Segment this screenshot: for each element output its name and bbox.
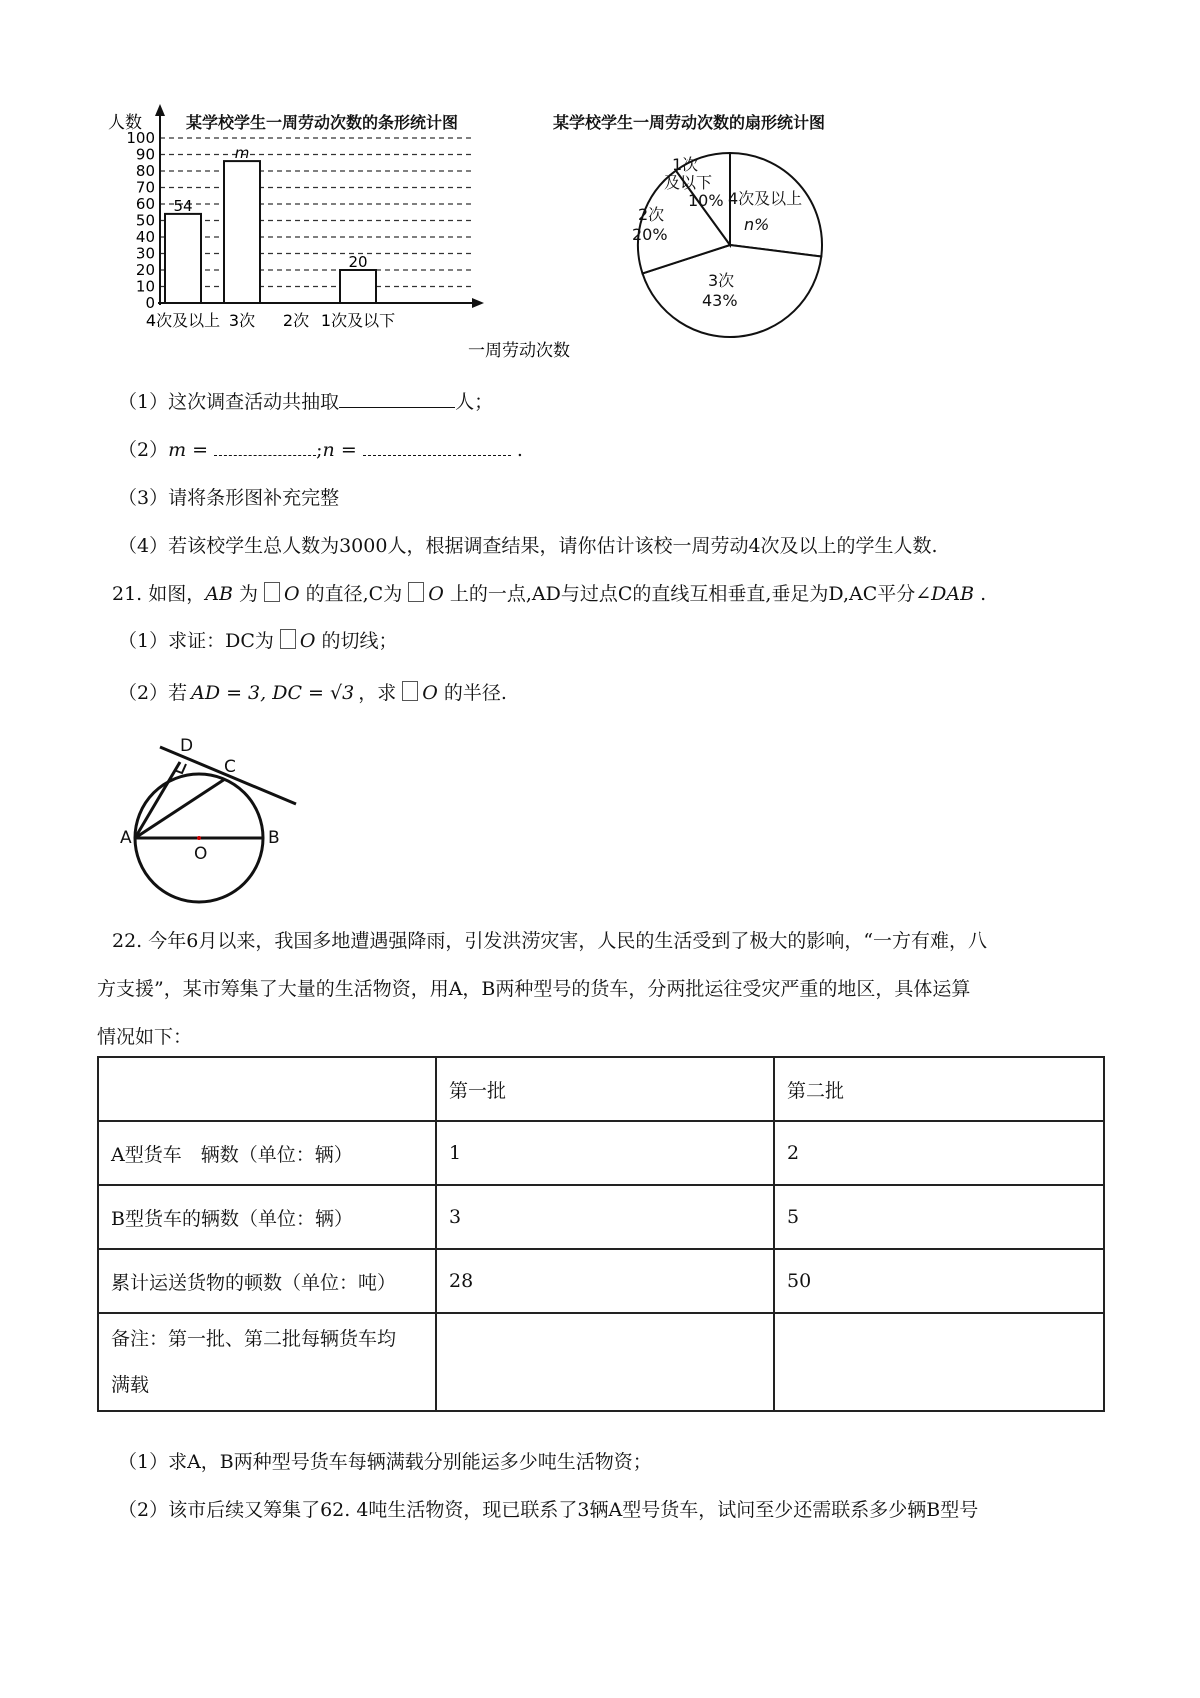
table-cell	[436, 1313, 774, 1411]
q21-part1-text: （1）求证：DC为	[118, 630, 274, 652]
q21-stem-text: 的直径,C为	[299, 583, 403, 605]
bar	[224, 161, 260, 303]
q21-part1	[118, 628, 398, 654]
q21-part2-text: （2）若	[118, 682, 188, 704]
table-cell: B型货车的辆数（单位：辆）	[98, 1185, 436, 1249]
bar-chart	[100, 100, 590, 370]
bar-y-axis-label: 人数	[108, 113, 142, 133]
equals: =	[186, 439, 215, 461]
q20-part3: （3）请将条形图补充完整	[118, 487, 340, 509]
y-axis-arrow-icon	[155, 104, 165, 116]
var-m: m	[168, 439, 187, 461]
pie-label-3-pct: 43%	[702, 291, 738, 310]
label-b: B	[268, 828, 280, 848]
separator: ;	[316, 439, 323, 461]
q20-part1-text: （1）这次调查活动共抽取	[118, 391, 340, 413]
bar	[340, 270, 376, 303]
segment-ad	[135, 762, 180, 838]
x-category-label: 1次及以下	[320, 311, 396, 330]
bar-x-axis-label: 一周劳动次数	[468, 341, 570, 361]
pie-chart-title: 某学校学生一周劳动次数的扇形统计图	[553, 113, 826, 132]
q22-part2: （2）该市后续又筹集了62. 4吨生活物资，现已联系了3辆A型号货车，试问至少还需联系多少辆B型号	[118, 1499, 979, 1521]
table-cell	[98, 1057, 436, 1121]
answer-blank[interactable]	[339, 389, 455, 408]
table-cell: 2	[774, 1121, 1104, 1185]
pie-label-1-count: 1次	[672, 155, 699, 174]
y-tick-label: 0	[145, 294, 155, 312]
circle-symbol-icon	[264, 582, 280, 602]
y-tick-label: 40	[135, 228, 155, 246]
y-tick-label: 30	[135, 244, 155, 263]
y-tick-label: 10	[135, 277, 155, 296]
bar-value-label: 20	[348, 253, 368, 271]
q21-stem-text: 21. 如图，	[112, 583, 206, 605]
x-category-label: 4次及以上	[145, 311, 221, 330]
table-cell: A型货车 辆数（单位：辆）	[98, 1121, 436, 1185]
table-cell: 累计运送货物的顿数（单位：吨）	[98, 1249, 436, 1313]
q20-part1-unit: 人；	[455, 391, 494, 413]
q21-part2-text: 的半径.	[437, 682, 507, 704]
table-header-cell: 第二批	[774, 1057, 1104, 1121]
q20-part1	[118, 389, 493, 415]
q20-part4: （4）若该校学生总人数为3000人，根据调查结果，请你估计该校一周劳动4次及以上的学生人数.	[118, 535, 938, 557]
segment-ab: AB	[205, 583, 233, 605]
circle-symbol-icon	[408, 582, 424, 602]
answer-blank[interactable]	[363, 437, 511, 456]
table-note-cell	[98, 1313, 436, 1411]
table-row	[98, 1185, 1104, 1249]
point-o: O	[428, 583, 444, 605]
q21-stem-text: 上的一点,AD与过点C的直线互相垂直,垂足为D,AC平分	[443, 583, 916, 605]
note-line1: 备注：第一批、第二批每辆货车均	[111, 1328, 397, 1350]
given-formula: AD = 3, DC = √3	[191, 682, 355, 704]
bar	[165, 214, 201, 303]
q20-part2	[118, 437, 523, 463]
pie-label-1-cond: 及以下	[664, 173, 713, 192]
y-tick-label: 20	[135, 261, 155, 279]
y-tick-label: 60	[135, 195, 155, 213]
table-row	[98, 1249, 1104, 1313]
q20-part2-number: （2）	[118, 439, 169, 461]
point-o: O	[284, 583, 300, 605]
pie-label-4-pct: n%	[744, 215, 770, 234]
q21-circle-figure	[118, 735, 308, 910]
q21-stem-text: 为	[232, 583, 258, 605]
pie-label-1-pct: 10%	[688, 191, 724, 210]
table-row	[98, 1121, 1104, 1185]
period: .	[974, 583, 987, 605]
q22-stem-line1: 22. 今年6月以来，我国多地遭遇强降雨，引发洪涝灾害，人民的生活受到了极大的影响，“一方有难，八	[112, 930, 988, 952]
equals: =	[334, 439, 363, 461]
label-c: C	[224, 757, 236, 777]
pie-chart	[600, 130, 860, 360]
q22-stem-line2: 方支援”，某市筹集了大量的生活物资，用A，B两种型号的货车，分两批运往受灾严重的地区，具体运算	[97, 978, 971, 1000]
segment-ac	[135, 779, 225, 838]
q21-part2	[118, 680, 507, 706]
point-o: O	[422, 682, 438, 704]
bar-value-label: m	[234, 144, 250, 163]
q22-part1: （1）求A，B两种型号货车每辆满载分别能运多少吨生活物资；	[118, 1451, 652, 1473]
period: .	[510, 439, 523, 461]
label-o: O	[194, 844, 208, 864]
table-cell: 1	[436, 1121, 774, 1185]
point-o: O	[299, 630, 316, 652]
table-cell: 28	[436, 1249, 774, 1313]
y-tick-label: 80	[135, 162, 155, 180]
angle-dab: ∠DAB	[915, 583, 975, 605]
circle-symbol-icon	[280, 629, 296, 649]
x-category-label: 3次	[228, 311, 256, 330]
pie-label-2-pct: 20%	[632, 225, 668, 244]
pie-label-3-count: 3次	[708, 271, 735, 290]
table-row	[98, 1313, 1104, 1411]
table-cell	[774, 1313, 1104, 1411]
table-header-row	[98, 1057, 1104, 1121]
pie-label-4-count: 4次及以上	[728, 189, 803, 208]
q21-stem	[112, 581, 986, 607]
bar-value-label: 54	[173, 196, 193, 215]
y-tick-label: 50	[135, 211, 155, 230]
table-header-cell: 第一批	[436, 1057, 774, 1121]
table-cell: 50	[774, 1249, 1104, 1313]
q22-table	[97, 1056, 1105, 1412]
q21-part2-text: ，求	[358, 682, 397, 704]
table-cell: 5	[774, 1185, 1104, 1249]
answer-blank[interactable]	[214, 437, 316, 456]
label-d: D	[180, 736, 194, 756]
y-tick-label: 100	[126, 129, 155, 147]
q21-part1-text: 的切线；	[315, 630, 398, 652]
x-category-label: 2次	[282, 311, 310, 330]
pie-label-2-count: 2次	[638, 205, 665, 224]
y-tick-label: 70	[135, 178, 155, 197]
var-n: n	[322, 439, 335, 461]
center-dot	[197, 836, 201, 840]
note-line2: 满载	[111, 1374, 150, 1396]
table-cell: 3	[436, 1185, 774, 1249]
y-tick-label: 90	[135, 145, 155, 164]
x-axis-arrow-icon	[472, 298, 484, 308]
q22-stem-line3: 情况如下：	[97, 1026, 193, 1048]
bar-chart-title: 某学校学生一周劳动次数的条形统计图	[186, 113, 459, 132]
label-a: A	[120, 828, 132, 848]
circle-symbol-icon	[402, 681, 418, 701]
